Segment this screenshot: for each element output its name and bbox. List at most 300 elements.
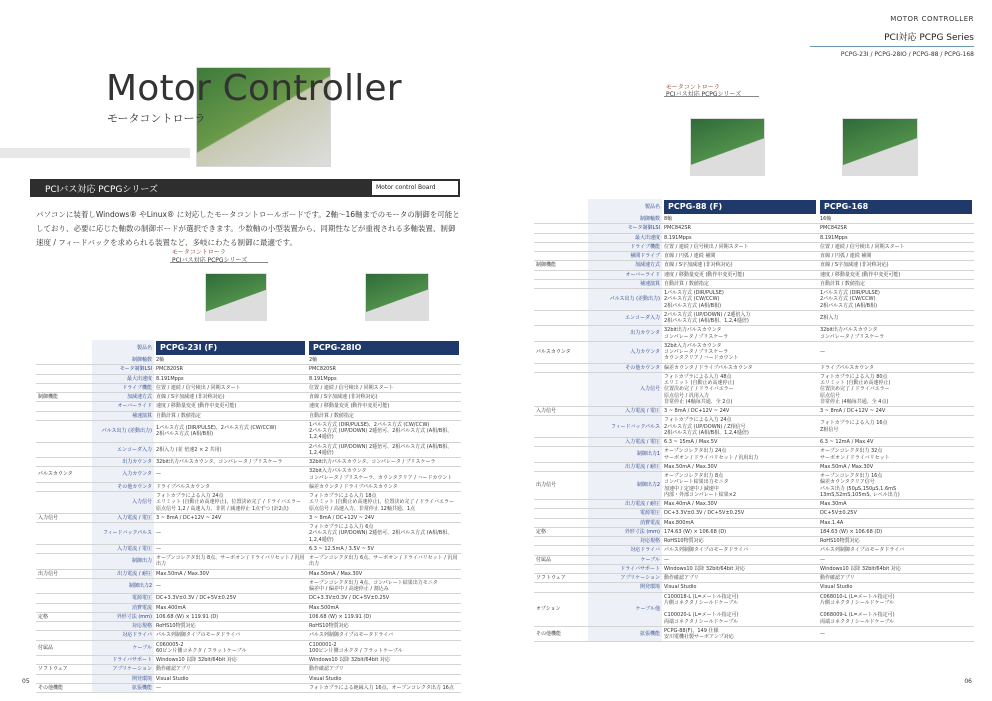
spec-attribute: モータ制御LSI xyxy=(92,365,154,374)
spec-value: DC+3.3V±0.3V / DC+5V±0.25V xyxy=(307,594,461,603)
spec-attribute: 出力電流 / 耐圧 xyxy=(588,462,662,471)
spec-row xyxy=(534,592,974,626)
spec-value: オープンコレクタ出力 6点、サーボオン / ドライバリセット / 汎用出力 xyxy=(307,554,461,570)
spec-value: Max.50mA / Max.30V xyxy=(818,462,974,471)
spec-attribute: アプリケーション xyxy=(92,665,154,674)
spec-category xyxy=(534,447,588,463)
spec-row xyxy=(36,612,461,621)
spec-value: Windows10 以降 32bit/64bit 対応 xyxy=(154,656,307,665)
spec-value: 106.68 (W) × 119.91 (D) xyxy=(154,612,307,621)
spec-row xyxy=(36,578,461,594)
spec-attribute: その他カウンタ xyxy=(92,482,154,491)
spec-value: オープンコレクタ出力 8点、サーボオン / ドライバリセット / 汎用出力 xyxy=(154,554,307,570)
spec-attribute: パルス出力 (差動出力) xyxy=(588,289,662,311)
spec-value: — xyxy=(662,555,818,564)
spec-attribute: 入力カウンタ xyxy=(92,467,154,483)
spec-category xyxy=(534,233,588,242)
spec-row xyxy=(36,674,461,683)
spec-attribute: 入力信号 xyxy=(588,372,662,406)
spec-attribute: ドライブ機能 xyxy=(92,383,154,392)
spec-row xyxy=(534,215,974,224)
page-number-left: 05 xyxy=(22,678,30,685)
spec-value: Windows10 以降 32bit/64bit 対応 xyxy=(307,656,461,665)
spec-value: PMC842SR xyxy=(818,224,974,233)
spec-value: フォトカプラによる入力 18点 エリミット (自動止め高速停止)、位置決め完了 / ドライバエラー 原点信号 / 高速入力、非常停止 12軸共通、1点 xyxy=(307,492,461,514)
spec-category: 付属品 xyxy=(534,555,588,564)
spec-attribute: 制御出力2 xyxy=(92,578,154,594)
spec-category xyxy=(534,242,588,251)
spec-value: 2パルス方式 (UP/DOWN) 2逓倍可、2相パルス方式 (A相/B相、1,2,4逓倍) xyxy=(307,442,461,458)
spec-row xyxy=(534,555,974,564)
spec-attribute: 補速演算 xyxy=(588,279,662,288)
spec-value: 直線 / 円弧 / 連続 補間 xyxy=(662,252,818,261)
spec-value: オープンコレクタ出力 8点 コンパレート結果出力モニタ 加速中 / 定速中 / 減速中 内部・外部コンパレート結果×2 xyxy=(662,472,818,500)
spec-value: 16軸 xyxy=(818,215,974,224)
spec-value: 8.191Mpps xyxy=(154,374,307,383)
spec-value: C060005-2 60ピン片側コネクタ / フラットケーブル xyxy=(154,640,307,656)
spec-row xyxy=(534,233,974,242)
spec-category xyxy=(36,594,92,603)
spec-value: オープンコレクタ出力 32点 サーボオン / ドライバリセット xyxy=(818,447,974,463)
spec-attribute: 制御出力1 xyxy=(588,447,662,463)
spec-row xyxy=(534,564,974,573)
spec-value: Max.40mA / Max.30V xyxy=(662,500,818,509)
spec-category xyxy=(36,631,92,640)
spec-value: 直線 / S字加減速 (非対称対応) xyxy=(662,261,818,270)
spec-value: フォトカプラによる入力 6点 2パルス方式 (UP/DOWN) 2逓倍可、2相パルス方式 (A相/B相、1,2,4逓倍) xyxy=(307,523,461,545)
board-image-88 xyxy=(690,118,765,176)
spec-value: 位置 / 連続 / 信号検出 / 同期スタート xyxy=(818,242,974,251)
spec-value: Max.50mA / Max.30V xyxy=(307,569,461,578)
spec-category xyxy=(36,356,92,365)
spec-attribute: 製品名 xyxy=(588,199,662,215)
spec-row xyxy=(534,341,974,363)
spec-row xyxy=(534,527,974,536)
spec-value: 1パルス方式 (DIR/PULSE)、2パルス方式 (CW/CCW) 2相パルス方式 (A相/B相) xyxy=(154,420,307,442)
spec-row xyxy=(36,458,461,467)
spec-attribute: フィードバックパルス xyxy=(588,416,662,438)
spec-category xyxy=(534,500,588,509)
spec-value: パルス列制御タイプのモータドライバ xyxy=(662,546,818,555)
spec-attribute: ドライブ機能 xyxy=(588,242,662,251)
spec-category xyxy=(36,340,92,356)
spec-attribute: 入力電流 / 電圧 xyxy=(92,544,154,553)
spec-value: 位置 / 連続 / 信号検出 / 同期スタート xyxy=(307,383,461,392)
spec-category xyxy=(36,578,92,594)
spec-attribute: 入力電流 / 電圧 xyxy=(588,438,662,447)
product-name-header: PCPG-28IO xyxy=(309,341,459,355)
spec-row xyxy=(36,683,461,692)
spec-category: 定格 xyxy=(36,612,92,621)
spec-value: 6.3 ~ 12mA / Max.4V xyxy=(818,438,974,447)
spec-row xyxy=(534,407,974,416)
spec-row xyxy=(534,289,974,311)
spec-attribute: 制御出力2 xyxy=(588,472,662,500)
left-tag-2: PCIバス対応 PCPGシリーズ xyxy=(172,257,248,264)
spec-attribute: パルス出力 (差動出力) xyxy=(92,420,154,442)
spec-row xyxy=(534,574,974,583)
spec-value: 8.191Mpps xyxy=(662,233,818,242)
spec-attribute: 消費電流 xyxy=(588,518,662,527)
spec-row xyxy=(36,467,461,483)
spec-value: 174.63 (W) × 106.68 (D) xyxy=(662,527,818,536)
spec-value: 2パルス方式 (UP/DOWN) / 2逓倍入力 2相パルス方式 (A相/B相、1,2,4逓倍) xyxy=(662,310,818,326)
spec-row xyxy=(534,583,974,592)
spec-row xyxy=(534,518,974,527)
spec-value: DC+3.3V±0.3V / DC+5V±0.25V xyxy=(154,594,307,603)
spec-value: 3 ~ 8mA / DC+12V ~ 24V xyxy=(818,407,974,416)
spec-category xyxy=(534,416,588,438)
spec-value: PMC820SR xyxy=(307,365,461,374)
spec-value: Visual Studio xyxy=(662,583,818,592)
spec-value: ドライブパルスカウンタ xyxy=(154,482,307,491)
spec-value: RoHS10物質対応 xyxy=(662,537,818,546)
product-list: PCPG-23I / PCPG-28IO / PCPG-88 / PCPG-168 xyxy=(840,51,974,58)
spec-attribute: オーバーライド xyxy=(92,402,154,411)
spec-value: Windows10 以降 32bit/64bit 対応 xyxy=(818,564,974,573)
spec-value: 直線 / S字加減速 (非対称対応) xyxy=(818,261,974,270)
spec-row xyxy=(36,569,461,578)
spec-value: 速度 / 移動量変更 (動作中変更可能) xyxy=(307,402,461,411)
spec-category xyxy=(36,603,92,612)
spec-row xyxy=(534,270,974,279)
spec-category xyxy=(534,518,588,527)
spec-value: 直線 / S字加減速 (非対称対応) xyxy=(307,393,461,402)
spec-value: DC+3.3V±0.3V / DC+5V±0.25V xyxy=(662,509,818,518)
spec-row xyxy=(36,631,461,640)
spec-value: Max.50mA / Max.30V xyxy=(154,569,307,578)
spec-value: C100018-L (L=メートル指定可) 片側コネクタ / シールドケーブル C100020-L (L=メートル指定可) 両端コネクタ / シールドケーブル xyxy=(662,592,818,626)
spec-value: DC+5V±0.25V xyxy=(818,509,974,518)
spec-row xyxy=(36,603,461,612)
spec-attribute: 補間ドライブ xyxy=(588,252,662,261)
spec-attribute: エンコーダ入力 xyxy=(588,310,662,326)
spec-attribute: エンコーダ入力 xyxy=(92,442,154,458)
spec-value: Max.50mA / Max.30V xyxy=(662,462,818,471)
spec-category xyxy=(36,622,92,631)
spec-category xyxy=(534,279,588,288)
spec-row xyxy=(36,492,461,514)
spec-value: 直線 / S字加減速 (非対称対応) xyxy=(154,393,307,402)
spec-value: 8.191Mpps xyxy=(307,374,461,383)
spec-category xyxy=(36,411,92,420)
spec-value: 3 ~ 8mA / DC+12V ~ 24V xyxy=(307,513,461,522)
spec-row xyxy=(534,416,974,438)
spec-attribute: 補速演算 xyxy=(92,411,154,420)
spec-value: — xyxy=(818,555,974,564)
spec-category xyxy=(534,224,588,233)
spec-value: フォトカプラによる入力 80点 エリミット (自動止め高速停止) 位置決め完了 / ドライバエラー 原点信号 非常停止 (4軸毎共通、全 4点) xyxy=(818,372,974,406)
spec-category xyxy=(534,270,588,279)
spec-row xyxy=(36,665,461,674)
spec-attribute: 出力カウンタ xyxy=(588,326,662,342)
spec-row xyxy=(36,442,461,458)
spec-row xyxy=(534,242,974,251)
spec-attribute: オーバーライド xyxy=(588,270,662,279)
spec-attribute: 製品名 xyxy=(92,340,154,356)
left-tag-1: モータコントローラ xyxy=(172,249,226,256)
spec-category xyxy=(534,252,588,261)
spec-attribute: 対応規格 xyxy=(588,537,662,546)
spec-value: Visual Studio xyxy=(154,674,307,683)
board-image-23i xyxy=(205,273,267,321)
spec-value: C100001-2 100ピン片側コネクタ / フラットケーブル xyxy=(307,640,461,656)
spec-value: 32bit出力パルスカウンタ コンパレータ / プリスケーラ xyxy=(818,326,974,342)
spec-attribute: ドライバサポート xyxy=(588,564,662,573)
spec-attribute: 開発環境 xyxy=(92,674,154,683)
spec-attribute: 制御軸数 xyxy=(588,215,662,224)
section-label: Motor control Board xyxy=(372,181,458,195)
spec-category xyxy=(36,492,92,514)
spec-value: — xyxy=(154,683,307,692)
spec-attribute: モータ制御LSI xyxy=(588,224,662,233)
spec-value: 2軸 xyxy=(154,356,307,365)
spec-category xyxy=(36,554,92,570)
spec-row xyxy=(534,447,974,463)
spec-row xyxy=(534,546,974,555)
spec-row xyxy=(36,482,461,491)
spec-category xyxy=(534,583,588,592)
spec-attribute: 電源電圧 xyxy=(92,594,154,603)
spec-value: フォトカプラによる入力 48点 エリミット (自動止め高速停止) 位置決め完了 / ドライバエラー 原点信号 / 汎用入力 非常停止 (4軸毎共通、全 2点) xyxy=(662,372,818,406)
spec-category xyxy=(534,326,588,342)
spec-category: 入力信号 xyxy=(534,407,588,416)
spec-row xyxy=(534,224,974,233)
spec-attribute: 入力カウンタ xyxy=(588,341,662,363)
spec-value: 32bit入力パルスカウンタ コンパレータ / プリスケーラ、カウンタクリア / ハードカウント xyxy=(307,467,461,483)
spec-attribute: 消費電流 xyxy=(92,603,154,612)
spec-value: — xyxy=(154,467,307,483)
spec-value: — xyxy=(154,578,307,594)
spec-category: オプション xyxy=(534,592,588,626)
spec-value: Max.500mA xyxy=(307,603,461,612)
spec-value: 位置 / 連続 / 信号検出 / 同期スタート xyxy=(662,242,818,251)
spec-value: Max.800mA xyxy=(662,518,818,527)
spec-category xyxy=(36,656,92,665)
spec-category: 制御機能 xyxy=(36,393,92,402)
spec-value: 速度 / 移動量変更 (動作中変更可能) xyxy=(818,270,974,279)
spec-value: 速度 / 移動量変更 (動作中変更可能) xyxy=(662,270,818,279)
spec-value: 動作確認アプリ xyxy=(818,574,974,583)
spec-category xyxy=(534,363,588,372)
product-name-header: PCPG-23I (F) xyxy=(156,341,305,355)
spec-category: その他機能 xyxy=(36,683,92,692)
description: パソコンに装着しWindows® やLinux® に対応したモータコントロールボードです。2軸〜16軸までのモータの制御を可能としており、必要に応じた軸数の制御ボードが選択できます。少数軸の小型装置から、同期性などが重視される多軸装置、制御速度 / フィードバックを求められる装置など、多岐にわたる制御に最適です。 xyxy=(36,210,460,247)
spec-value: 106.68 (W) × 119.91 (D) xyxy=(307,612,461,621)
spec-value: PMC842SR xyxy=(662,224,818,233)
spec-category xyxy=(36,420,92,442)
spec-value: 6.3 ~ 12.5mA / 3.5V ~ 5V xyxy=(307,544,461,553)
spec-value: フォトカプラによる入力 16点 Z相信号 xyxy=(818,416,974,438)
spec-value: PCPG-88(F)、149 仕様 安川電機社製サーボアンプ対応 xyxy=(662,626,818,642)
series-rule xyxy=(810,46,974,47)
spec-attribute: 拡張機能 xyxy=(92,683,154,692)
spec-value: パルス列制御タイプのモータドライバ xyxy=(154,631,307,640)
spec-row xyxy=(36,640,461,656)
spec-category xyxy=(534,310,588,326)
spec-value: RoHS10物質対応 xyxy=(818,537,974,546)
spec-category: 定格 xyxy=(534,527,588,536)
board-image-168 xyxy=(842,118,918,176)
spec-value: C068010-L (L=メートル指定可) 片側コネクタ / シールドケーブル C068009-L (L=メートル指定可) 両端コネクタ / シールドケーブル xyxy=(818,592,974,626)
spec-row xyxy=(36,554,461,570)
spec-attribute: 加減速方式 xyxy=(588,261,662,270)
spec-value: Max.400mA xyxy=(154,603,307,612)
spec-row xyxy=(36,523,461,545)
spec-value: — xyxy=(818,341,974,363)
spec-value: 184.63 (W) × 106.68 (D) xyxy=(818,527,974,536)
spec-value: 2軸 xyxy=(307,356,461,365)
spec-value: フォトカプラによる入力 24点 エリミット (自動止め高速停止)、位置決め完了 / ドライバエラー 原点信号 1,2 / 高速入力、非常 / 減速停止 1点ずつ (計2点) xyxy=(154,492,307,514)
spec-category xyxy=(534,199,588,215)
spec-category: 入力信号 xyxy=(36,513,92,522)
spec-category xyxy=(534,546,588,555)
spec-attribute: 入力信号 xyxy=(92,492,154,514)
spec-value: 6.3 ~ 15mA / Max.5V xyxy=(662,438,818,447)
spec-value: 動作確認アプリ xyxy=(662,574,818,583)
spec-attribute: ケーブル xyxy=(588,555,662,564)
spec-value: Visual Studio xyxy=(818,583,974,592)
spec-row xyxy=(534,279,974,288)
spec-value: RoHS10物質対応 xyxy=(307,622,461,631)
spec-category xyxy=(534,438,588,447)
spec-value: オープンコレクタ出力 4点、コンパレート結果出力モニタ 偏差中 / 偏差中 / 高速停止 / 割込み xyxy=(307,578,461,594)
left-tag-rule xyxy=(170,262,268,263)
spec-attribute: 対応ドライバ xyxy=(92,631,154,640)
spec-category xyxy=(36,374,92,383)
category-header: MOTOR CONTROLLER xyxy=(890,15,974,23)
spec-row xyxy=(36,383,461,392)
spec-row xyxy=(534,438,974,447)
spec-row xyxy=(534,472,974,500)
spec-attribute: 出力カウンタ xyxy=(92,458,154,467)
spec-category: その他機能 xyxy=(534,626,588,642)
spec-table-right xyxy=(534,199,974,642)
spec-attribute: 電源電圧 xyxy=(588,509,662,518)
spec-attribute: 外形寸法 (mm) xyxy=(588,527,662,536)
spec-value: 自動計算 / 数値指定 xyxy=(662,279,818,288)
spec-row xyxy=(36,356,461,365)
spec-row xyxy=(36,365,461,374)
spec-row xyxy=(36,544,461,553)
spec-row xyxy=(534,310,974,326)
series-title: PCI対応 PCPG Series xyxy=(884,33,974,43)
spec-attribute: 拡張機能 xyxy=(588,626,662,642)
spec-value: 位置 / 連続 / 信号検出 / 同期スタート xyxy=(154,383,307,392)
spec-value: フォトカプラによる入力 24点 2パルス方式 (UP/DOWN) / Z相信号 2相パルス方式 (A相/B相、1,2,4逓倍) xyxy=(662,416,818,438)
spec-value: Visual Studio xyxy=(307,674,461,683)
spec-value: 自動計算 / 数値指定 xyxy=(307,411,461,420)
spec-attribute: 外形寸法 (mm) xyxy=(92,612,154,621)
spec-row xyxy=(36,622,461,631)
spec-value: Max.1.4A xyxy=(818,518,974,527)
spec-value: 32bit出力パルスカウンタ、コンパレータ / プリスケーラ xyxy=(154,458,307,467)
section-title: PCIバス対応 PCPGシリーズ xyxy=(45,185,158,195)
spec-value: 1パルス方式 (DIR/PULSE)、2パルス方式 (CW/CCW) 2パルス方式 (UP/DOWN) 2逓倍可、2相パルス方式 (A相/B相、1,2,4逓倍) xyxy=(307,420,461,442)
spec-category: 制御機能 xyxy=(534,261,588,270)
spec-category xyxy=(36,402,92,411)
spec-value: パルス列制御タイプのモータドライバ xyxy=(818,546,974,555)
spec-row xyxy=(534,509,974,518)
spec-value: 1パルス方式 (DIR/PULSE) 2パルス方式 (CW/CCW) 2相パルス方式 (A相/B相) xyxy=(818,289,974,311)
spec-category xyxy=(534,462,588,471)
spec-row xyxy=(534,326,974,342)
spec-row xyxy=(534,462,974,471)
right-tag-2: PCIバス対応 PCPGシリーズ xyxy=(666,91,742,98)
spec-value: 速度 / 移動量変更 (動作中変更可能) xyxy=(154,402,307,411)
spec-attribute: ケーブル xyxy=(92,640,154,656)
spec-value: 3 ~ 8mA / DC+12V ~ 24V xyxy=(662,407,818,416)
spec-attribute: 対応規格 xyxy=(92,622,154,631)
right-tag-1: モータコントローラ xyxy=(666,84,720,91)
spec-value: 8軸 xyxy=(662,215,818,224)
product-name-header: PCPG-168 xyxy=(820,200,972,214)
spec-attribute: 制御出力 xyxy=(92,554,154,570)
spec-category: 付属品 xyxy=(36,640,92,656)
spec-value: 自動計算 / 数値指定 xyxy=(154,411,307,420)
spec-category xyxy=(36,365,92,374)
spec-value: ドライブパルスカウンタ xyxy=(818,363,974,372)
spec-row xyxy=(36,374,461,383)
spec-category xyxy=(36,544,92,553)
spec-category: パルスカウンタ xyxy=(36,467,92,483)
spec-table-left xyxy=(36,340,461,693)
spec-row xyxy=(534,199,974,215)
spec-category xyxy=(36,674,92,683)
spec-category xyxy=(534,564,588,573)
spec-row xyxy=(534,363,974,372)
spec-row xyxy=(534,372,974,406)
product-name-header: PCPG-88 (F) xyxy=(664,200,816,214)
spec-value: 直線 / 円弧 / 連続 補間 xyxy=(818,252,974,261)
spec-value: — xyxy=(818,626,974,642)
spec-value: 8.191Mpps xyxy=(818,233,974,242)
page-title: Motor Controller xyxy=(106,68,402,109)
spec-value: RoHS10物質対応 xyxy=(154,622,307,631)
spec-category: ソフトウェア xyxy=(534,574,588,583)
spec-row xyxy=(534,252,974,261)
spec-attribute: 入力電流 / 電圧 xyxy=(588,407,662,416)
spec-row xyxy=(36,340,461,356)
page-subtitle: モータコントローラ xyxy=(107,112,206,125)
spec-category xyxy=(36,458,92,467)
spec-row xyxy=(36,402,461,411)
spec-category xyxy=(36,482,92,491)
spec-row xyxy=(36,513,461,522)
spec-value: 32bit出力パルスカウンタ コンパレータ / プリスケーラ xyxy=(662,326,818,342)
spec-row xyxy=(36,656,461,665)
spec-category xyxy=(36,523,92,545)
spec-attribute: その他カウンタ xyxy=(588,363,662,372)
spec-value: Z相入力 xyxy=(818,310,974,326)
spec-attribute: 最大出速度 xyxy=(588,233,662,242)
spec-attribute: 最大出速度 xyxy=(92,374,154,383)
spec-value: 3 ~ 8mA / DC+12V ~ 24V xyxy=(154,513,307,522)
spec-value: 動作確認アプリ xyxy=(154,665,307,674)
spec-category xyxy=(534,289,588,311)
spec-category: ソフトウェア xyxy=(36,665,92,674)
spec-value: — xyxy=(154,523,307,545)
right-tag-rule xyxy=(664,96,759,97)
page-number-right: 06 xyxy=(964,678,972,685)
spec-row xyxy=(36,393,461,402)
spec-value: 2相入力 (並 倍速2 × 2 共用) xyxy=(154,442,307,458)
spec-attribute: 対応ドライバ xyxy=(588,546,662,555)
spec-attribute: ドライバサポート xyxy=(92,656,154,665)
spec-row xyxy=(36,594,461,603)
spec-value: 32bit入力パルスカウンタ コンパレータ / プリスケーラ カウンタクリア / ハードカウント xyxy=(662,341,818,363)
spec-attribute: アプリケーション xyxy=(588,574,662,583)
